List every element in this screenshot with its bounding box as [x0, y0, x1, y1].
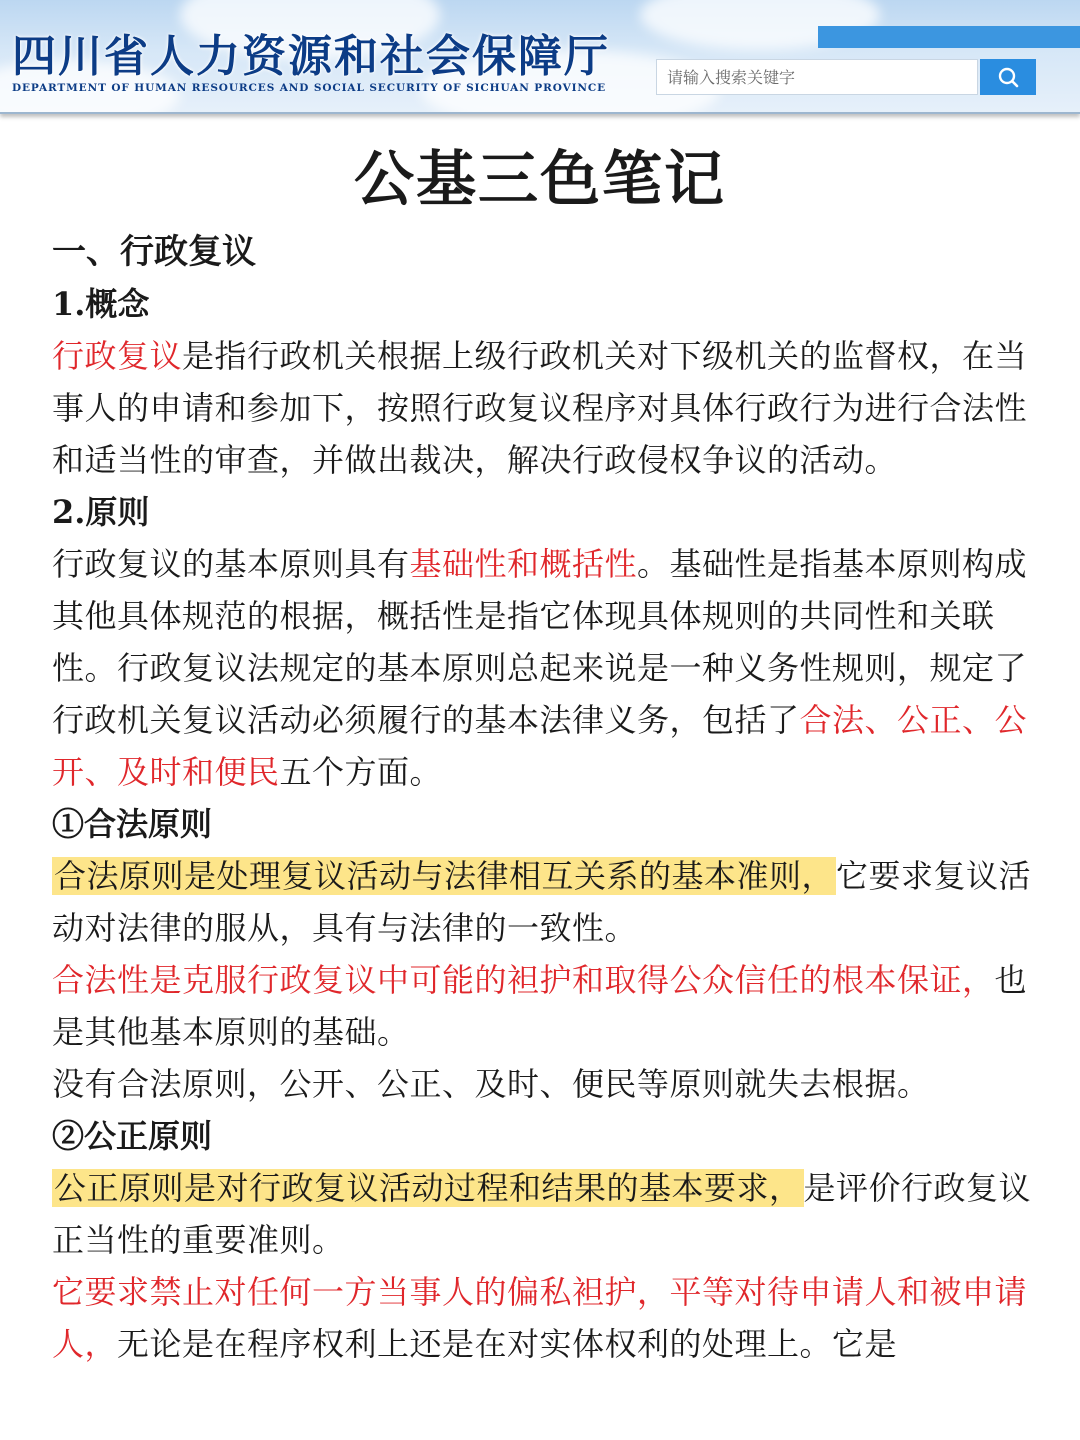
site-header [0, 0, 1080, 114]
search-button[interactable] [980, 59, 1036, 95]
section-heading-administrative-review: 一、行政复议 [52, 232, 256, 272]
site-subtitle: DEPARTMENT OF HUMAN RESOURCES AND SOCIAL SECURITY OF SICHUAN PROVINCE [12, 82, 607, 94]
concept-paragraph [52, 330, 1032, 486]
principles-paragraph [52, 538, 1032, 798]
fair-principle-red-text: 它要求禁止对任何一方当事人的偏私袒护，平等对待申请人和被申请人， [52, 1273, 1028, 1363]
principles-key-traits: 基础性和概括性 [409, 545, 638, 583]
legal-principle-paragraph-2 [52, 954, 1032, 1058]
site-title[interactable]: 四川省人力资源和社会保障厅 [12, 31, 610, 82]
legal-principle-highlight: 合法原则是处理复议活动与法律相互关系的基本准则， [54, 857, 835, 895]
legal-principle-text: 它要求复议活动对法律的服从，具有与法律的一致性。 [52, 857, 1032, 947]
search-icon [997, 66, 1019, 88]
principles-five-aspects: 合法、公正、公开、及时和便民 [52, 701, 1028, 791]
principles-text: 行政复议的基本原则具有 [52, 545, 410, 583]
fair-principle-paragraph-2 [52, 1266, 1032, 1370]
legal-principle-paragraph-3: 没有合法原则，公开、公正、及时、便民等原则就失去根据。 [52, 1065, 930, 1103]
principles-heading: 2.原则 [52, 493, 150, 531]
fair-principle-text: 是评价行政复议正当性的重要准则。 [52, 1169, 1032, 1259]
legal-principle-heading: ①合法原则 [52, 805, 213, 843]
article [52, 140, 1032, 1370]
fair-principle-highlight: 公正原则是对行政复议活动过程和结果的基本要求， [54, 1169, 802, 1207]
fair-principle-text: 无论是在程序权利上还是在对实体权利的处理上。它是 [117, 1325, 898, 1363]
concept-heading: 1.概念 [52, 285, 150, 323]
principles-text: 。基础性是指基本原则构成其他具体规范的根据，概括性是指它体现具体规则的共同性和关联性。行政复议法规定的基本原则总起来说是一种义务性规则，规定了行政机关复议活动必须履行的基本法律义务，包括了 [52, 545, 1028, 739]
article-title: 公基三色笔记 [354, 145, 726, 215]
concept-term: 行政复议 [52, 337, 183, 375]
legal-principle-text: 也是其他基本原则的基础。 [52, 961, 1028, 1051]
fair-principle-heading: ②公正原则 [52, 1117, 213, 1155]
legal-principle-red-text: 合法性是克服行政复议中可能的袒护和取得公众信任的根本保证， [52, 961, 995, 999]
concept-text: 是指行政机关根据上级行政机关对下级机关的监督权，在当事人的申请和参加下，按照行政复议程序对具体行政行为进行合法性和适当性的审查，并做出裁决，解决行政侵权争议的活动。 [52, 337, 1028, 479]
legal-principle-paragraph-1 [52, 850, 1032, 954]
principles-text: 五个方面。 [279, 753, 443, 791]
search-input[interactable] [656, 59, 978, 95]
header-accent-bar [818, 26, 1080, 48]
fair-principle-paragraph-1 [52, 1162, 1032, 1266]
